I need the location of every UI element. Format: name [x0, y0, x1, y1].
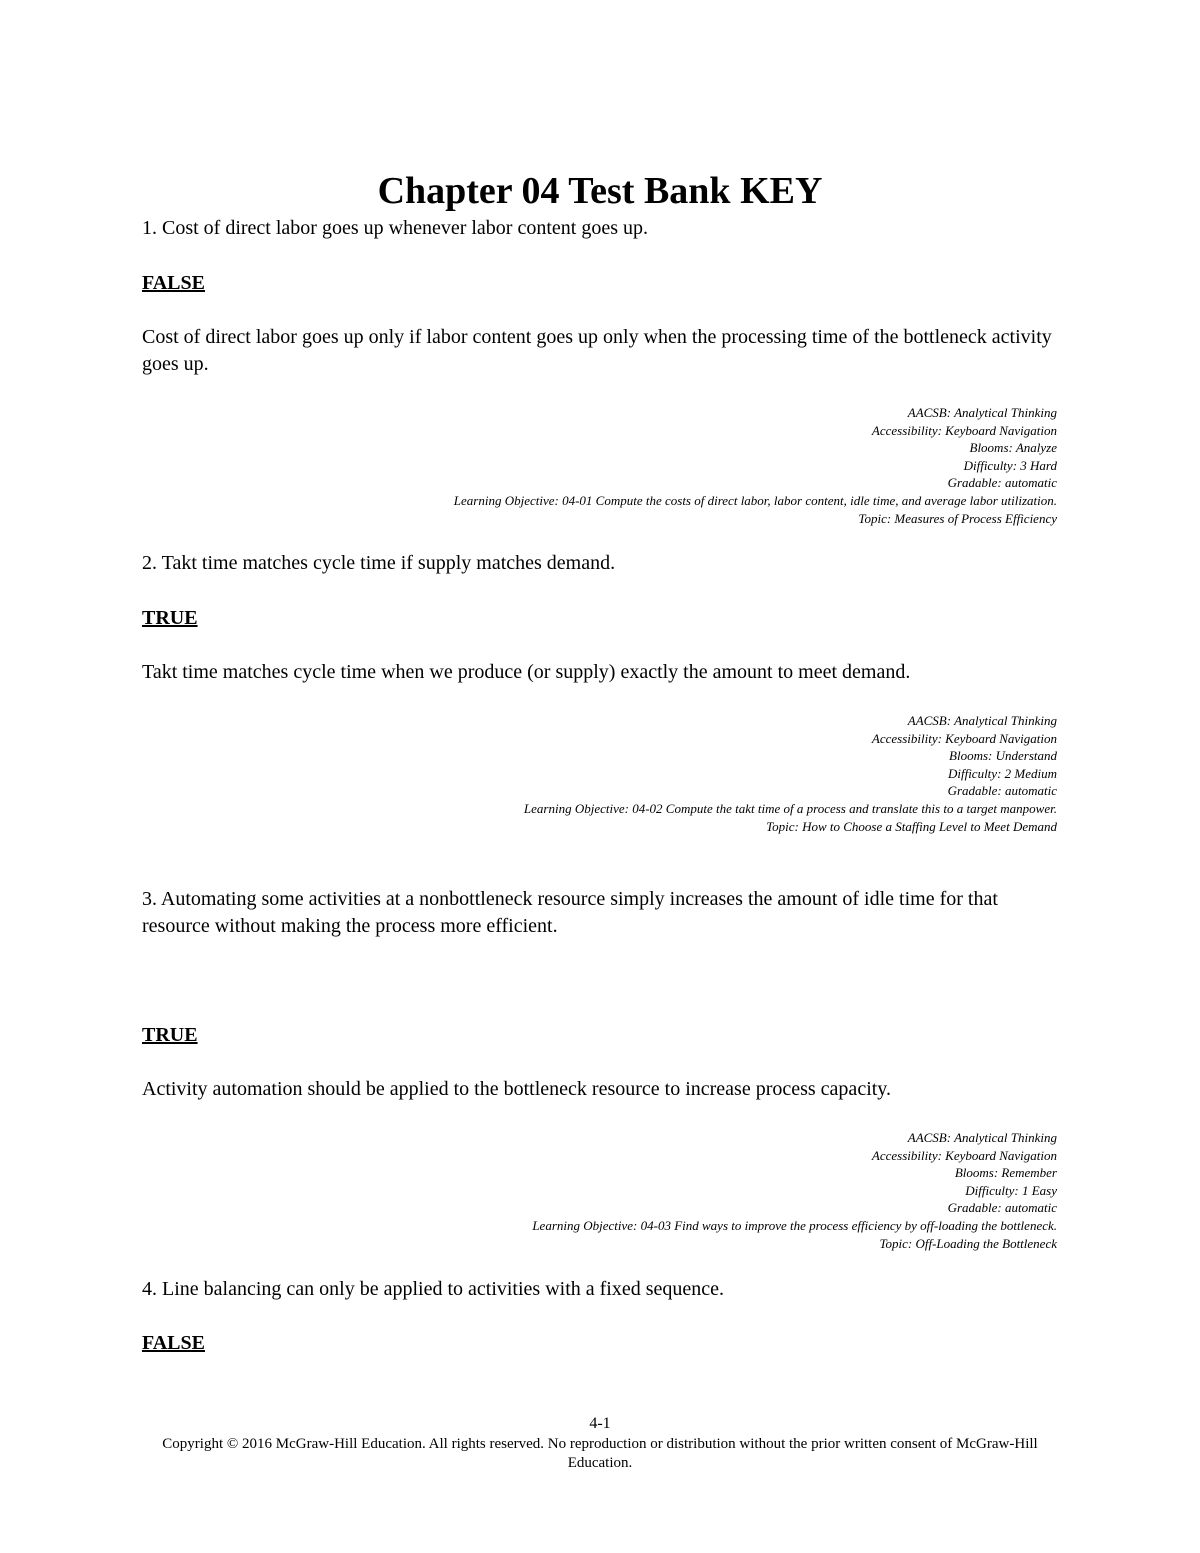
- question-1-explanation: Cost of direct labor goes up only if labor content goes up only when the processing time of the bottleneck activity goes up.: [142, 326, 1052, 375]
- meta-gradable: Gradable: automatic: [947, 783, 1057, 799]
- meta-aacsb: AACSB: Analytical Thinking: [907, 713, 1057, 728]
- copyright-notice: [0, 1435, 1200, 1473]
- question-4-answer: FALSE: [142, 1332, 205, 1354]
- meta-learning-objective: Learning Objective: 04-01 Compute the costs of direct labor, labor content, idle time, and average labor utilization.: [453, 492, 1057, 508]
- meta-blooms: Blooms: Remember: [954, 1165, 1057, 1181]
- question-2-explanation: Takt time matches cycle time when we produce (or supply) exactly the amount to meet demand.: [142, 661, 911, 683]
- meta-accessibility: Accessibility: Keyboard Navigation: [871, 730, 1057, 746]
- question-2-answer: TRUE: [142, 607, 198, 629]
- question-3-explanation: Activity automation should be applied to the bottleneck resource to increase process capacity.: [142, 1078, 892, 1100]
- meta-gradable: Gradable: automatic: [947, 475, 1057, 491]
- meta-learning-objective: Learning Objective: 04-03 Find ways to improve the process efficiency by off-loading the bottleneck.: [532, 1217, 1057, 1233]
- meta-difficulty: Difficulty: 1 Easy: [965, 1182, 1057, 1198]
- meta-gradable: Gradable: automatic: [947, 1200, 1057, 1216]
- meta-topic: Topic: Off-Loading the Bottleneck: [879, 1235, 1057, 1251]
- question-3-metadata: [157, 1129, 1057, 1252]
- question-1-text: 1. Cost of direct labor goes up whenever labor content goes up.: [142, 217, 648, 239]
- meta-aacsb: AACSB: Analytical Thinking: [907, 1130, 1057, 1145]
- question-2-text: 2. Takt time matches cycle time if supply matches demand.: [142, 552, 616, 574]
- meta-difficulty: Difficulty: 3 Hard: [963, 457, 1057, 473]
- meta-topic: Topic: How to Choose a Staffing Level to Meet Demand: [766, 818, 1057, 834]
- question-1-metadata: [157, 404, 1057, 527]
- question-4-text: 4. Line balancing can only be applied to activities with a fixed sequence.: [142, 1278, 725, 1300]
- question-1-answer: FALSE: [142, 272, 205, 294]
- meta-aacsb: AACSB: Analytical Thinking: [907, 405, 1057, 420]
- meta-blooms: Blooms: Analyze: [969, 440, 1057, 456]
- question-3-answer: TRUE: [142, 1024, 198, 1046]
- meta-difficulty: Difficulty: 2 Medium: [947, 765, 1057, 781]
- meta-learning-objective: Learning Objective: 04-02 Compute the takt time of a process and translate this to a target manpower.: [523, 800, 1057, 816]
- meta-topic: Topic: Measures of Process Efficiency: [858, 510, 1057, 526]
- copyright-text: Copyright © 2016 McGraw-Hill Education. All rights reserved. No reproduction or distribution without the prior written consent of McGraw-Hill Education.: [162, 1436, 1038, 1471]
- page-title: Chapter 04 Test Bank KEY: [377, 170, 823, 212]
- meta-blooms: Blooms: Understand: [949, 748, 1057, 764]
- question-3-text: 3. Automating some activities at a nonbottleneck resource simply increases the amount of idle time for that resource without making the process more efficient.: [142, 888, 998, 937]
- meta-accessibility: Accessibility: Keyboard Navigation: [871, 1147, 1057, 1163]
- meta-accessibility: Accessibility: Keyboard Navigation: [871, 422, 1057, 438]
- question-2-metadata: [157, 712, 1057, 835]
- page-number: 4-1: [589, 1415, 611, 1432]
